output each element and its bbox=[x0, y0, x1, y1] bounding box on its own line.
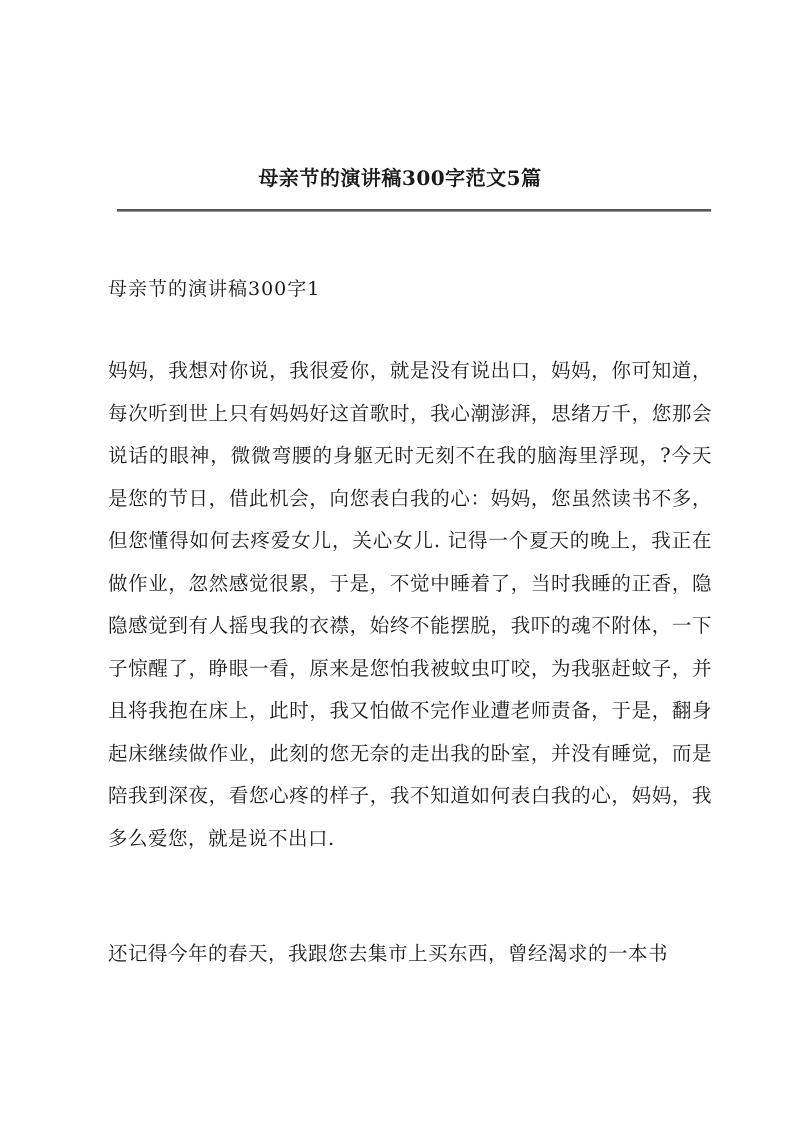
title-divider bbox=[117, 209, 711, 212]
body-paragraph-1: 妈妈，我想对你说，我很爱你，就是没有说出口，妈妈，你可知道，每次听到世上只有妈妈好这首歌时，我心潮澎湃，思绪万千，您那会说话的眼神，微微弯腰的身躯无时无刻不在我的脑海里浮现，?今天是您的节日，借此机会，向您表白我的心：妈妈，您虽然读书不多，但您懂得如何去疼爱女儿，关心女儿. 记得一个夏天的晚上，我正在做作业，忽然感觉很累，于是，不觉中睡着了，当时我睡的正香，隐隐感觉到有人摇曳我的衣襟，始终不能摆脱，我吓的魂不附体，一下子惊醒了，睁眼一看，原来是您怕我被蚊虫叮咬，为我驱赶蚊子，并且将我抱在床上，此时，我又怕做不完作业遭老师责备，于是，翻身起床继续做作业，此刻的您无奈的走出我的卧室，并没有睡觉，而是陪我到深夜，看您心疼的样子，我不知道如何表白我的心，妈妈，我多么爱您，就是说不出口. bbox=[108, 359, 712, 850]
body-paragraph-2: 还记得今年的春天，我跟您去集市上买东西，曾经渴求的一本书 bbox=[108, 942, 669, 965]
page-title: 母亲节的演讲稿300字范文5篇 bbox=[258, 166, 542, 190]
section-heading: 母亲节的演讲稿300字1 bbox=[108, 278, 321, 300]
